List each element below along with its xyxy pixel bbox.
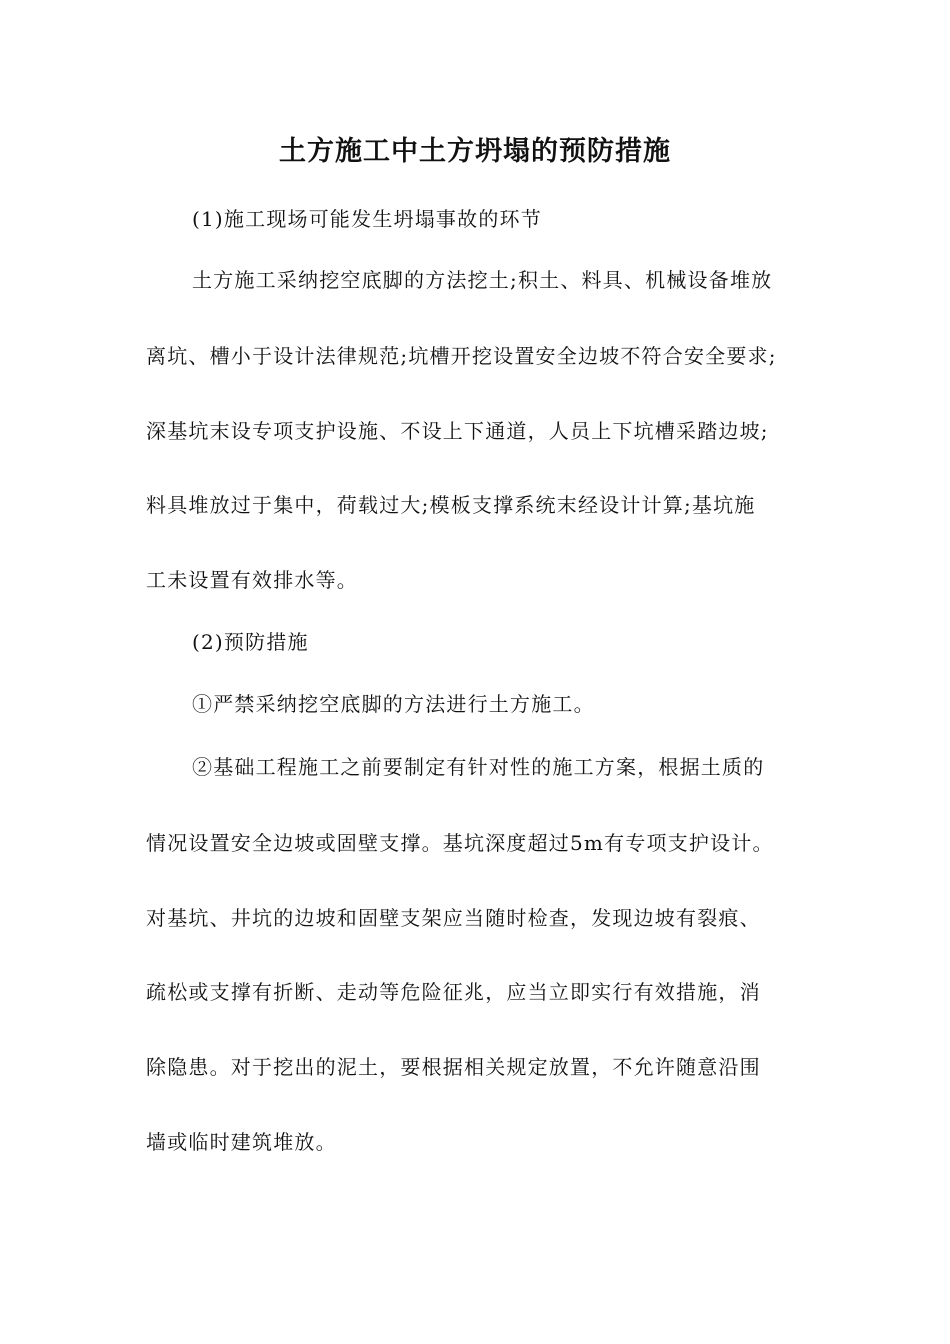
list-item: ②基础工程施工之前要制定有针对性的施工方案，根据土质的 — [192, 755, 765, 779]
paragraph-line: 对基坑、井坑的边坡和固壁支架应当随时检查，发现边坡有裂痕、 — [146, 906, 761, 930]
paragraph-line: 墙或临时建筑堆放。 — [146, 1130, 337, 1154]
paragraph-line: 情况设置安全边坡或固壁支撑。基坑深度超过5m有专项支护设计。 — [146, 831, 774, 855]
paragraph-line: 工未设置有效排水等。 — [146, 568, 358, 592]
paragraph-line: 深基坑末设专项支护设施、不设上下通道，人员上下坑槽采踏边坡; — [146, 419, 769, 443]
paragraph-line: 疏松或支撑有折断、走动等危险征兆，应当立即实行有效措施，消 — [146, 980, 761, 1004]
list-item: ①严禁采纳挖空底脚的方法进行土方施工。 — [192, 692, 595, 716]
paragraph-line: 除隐患。对于挖出的泥土，要根据相关规定放置，不允许随意沿围 — [146, 1055, 761, 1079]
paragraph-line: 料具堆放过于集中，荷载过大;模板支撑系统末经设计计算;基坑施 — [146, 493, 756, 517]
paragraph-line: 离坑、槽小于设计法律规范;坑槽开挖设置安全边坡不符合安全要求; — [146, 344, 777, 368]
document-title: 土方施工中土方坍塌的预防措施 — [279, 136, 671, 167]
paragraph-line: 土方施工采纳挖空底脚的方法挖土;积土、料具、机械设备堆放 — [192, 268, 773, 292]
section-heading-1: (1)施工现场可能发生坍塌事故的环节 — [192, 207, 542, 231]
section-heading-2: (2)预防措施 — [192, 630, 309, 654]
